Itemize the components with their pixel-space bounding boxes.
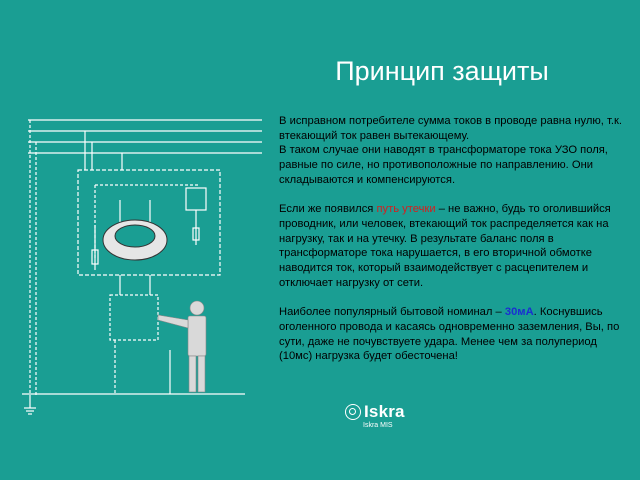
rating-text-after: . Коснувшись оголенного провода и касаясь одновременно заземления, Вы, по сути, даже не почувствуете удара. Менее чем за полупериод (10мс) нагрузка будет обесточена! (279, 306, 620, 363)
iskra-logo (345, 402, 425, 434)
logo-subtitle: Iskra MIS (363, 422, 393, 429)
page-title: Принцип защиты (335, 56, 549, 86)
explanation-text (279, 114, 624, 364)
rating-highlight: 30мА (504, 306, 534, 319)
leak-path-highlight: путь утечки (376, 203, 436, 216)
rcd-wiring-diagram (0, 0, 280, 430)
paragraph-rating (279, 305, 624, 364)
paragraph-leakage (279, 202, 624, 290)
leak-text-after: – не важно, будь то оголившийся проводник, или человек, втекающий ток распределяется как на нагрузку, так и на утечку. В результате баланс поля в трансформаторе тока нарушается, в его вторичной обмотке наводится ток, который взаимодействует с расцепителем и отключает нагрузку от сети. (279, 203, 611, 289)
logo-wordmark: Iskra (364, 402, 405, 421)
paragraph-balanced-currents: В исправном потребителе сумма токов в проводе равна нулю, т.к. втекающий ток равен вытекающему. (279, 115, 622, 142)
rating-text-before: Наиболее популярный бытовой номинал – (279, 306, 505, 319)
iskra-logo-icon (345, 404, 361, 420)
paragraph-field-compensation: В таком случае они наводят в трансформаторе тока УЗО поля, равные по силе, но противоположные по направлению. Они складываются и компенсируются. (279, 144, 608, 186)
leak-text-before: Если же появился (279, 203, 377, 216)
